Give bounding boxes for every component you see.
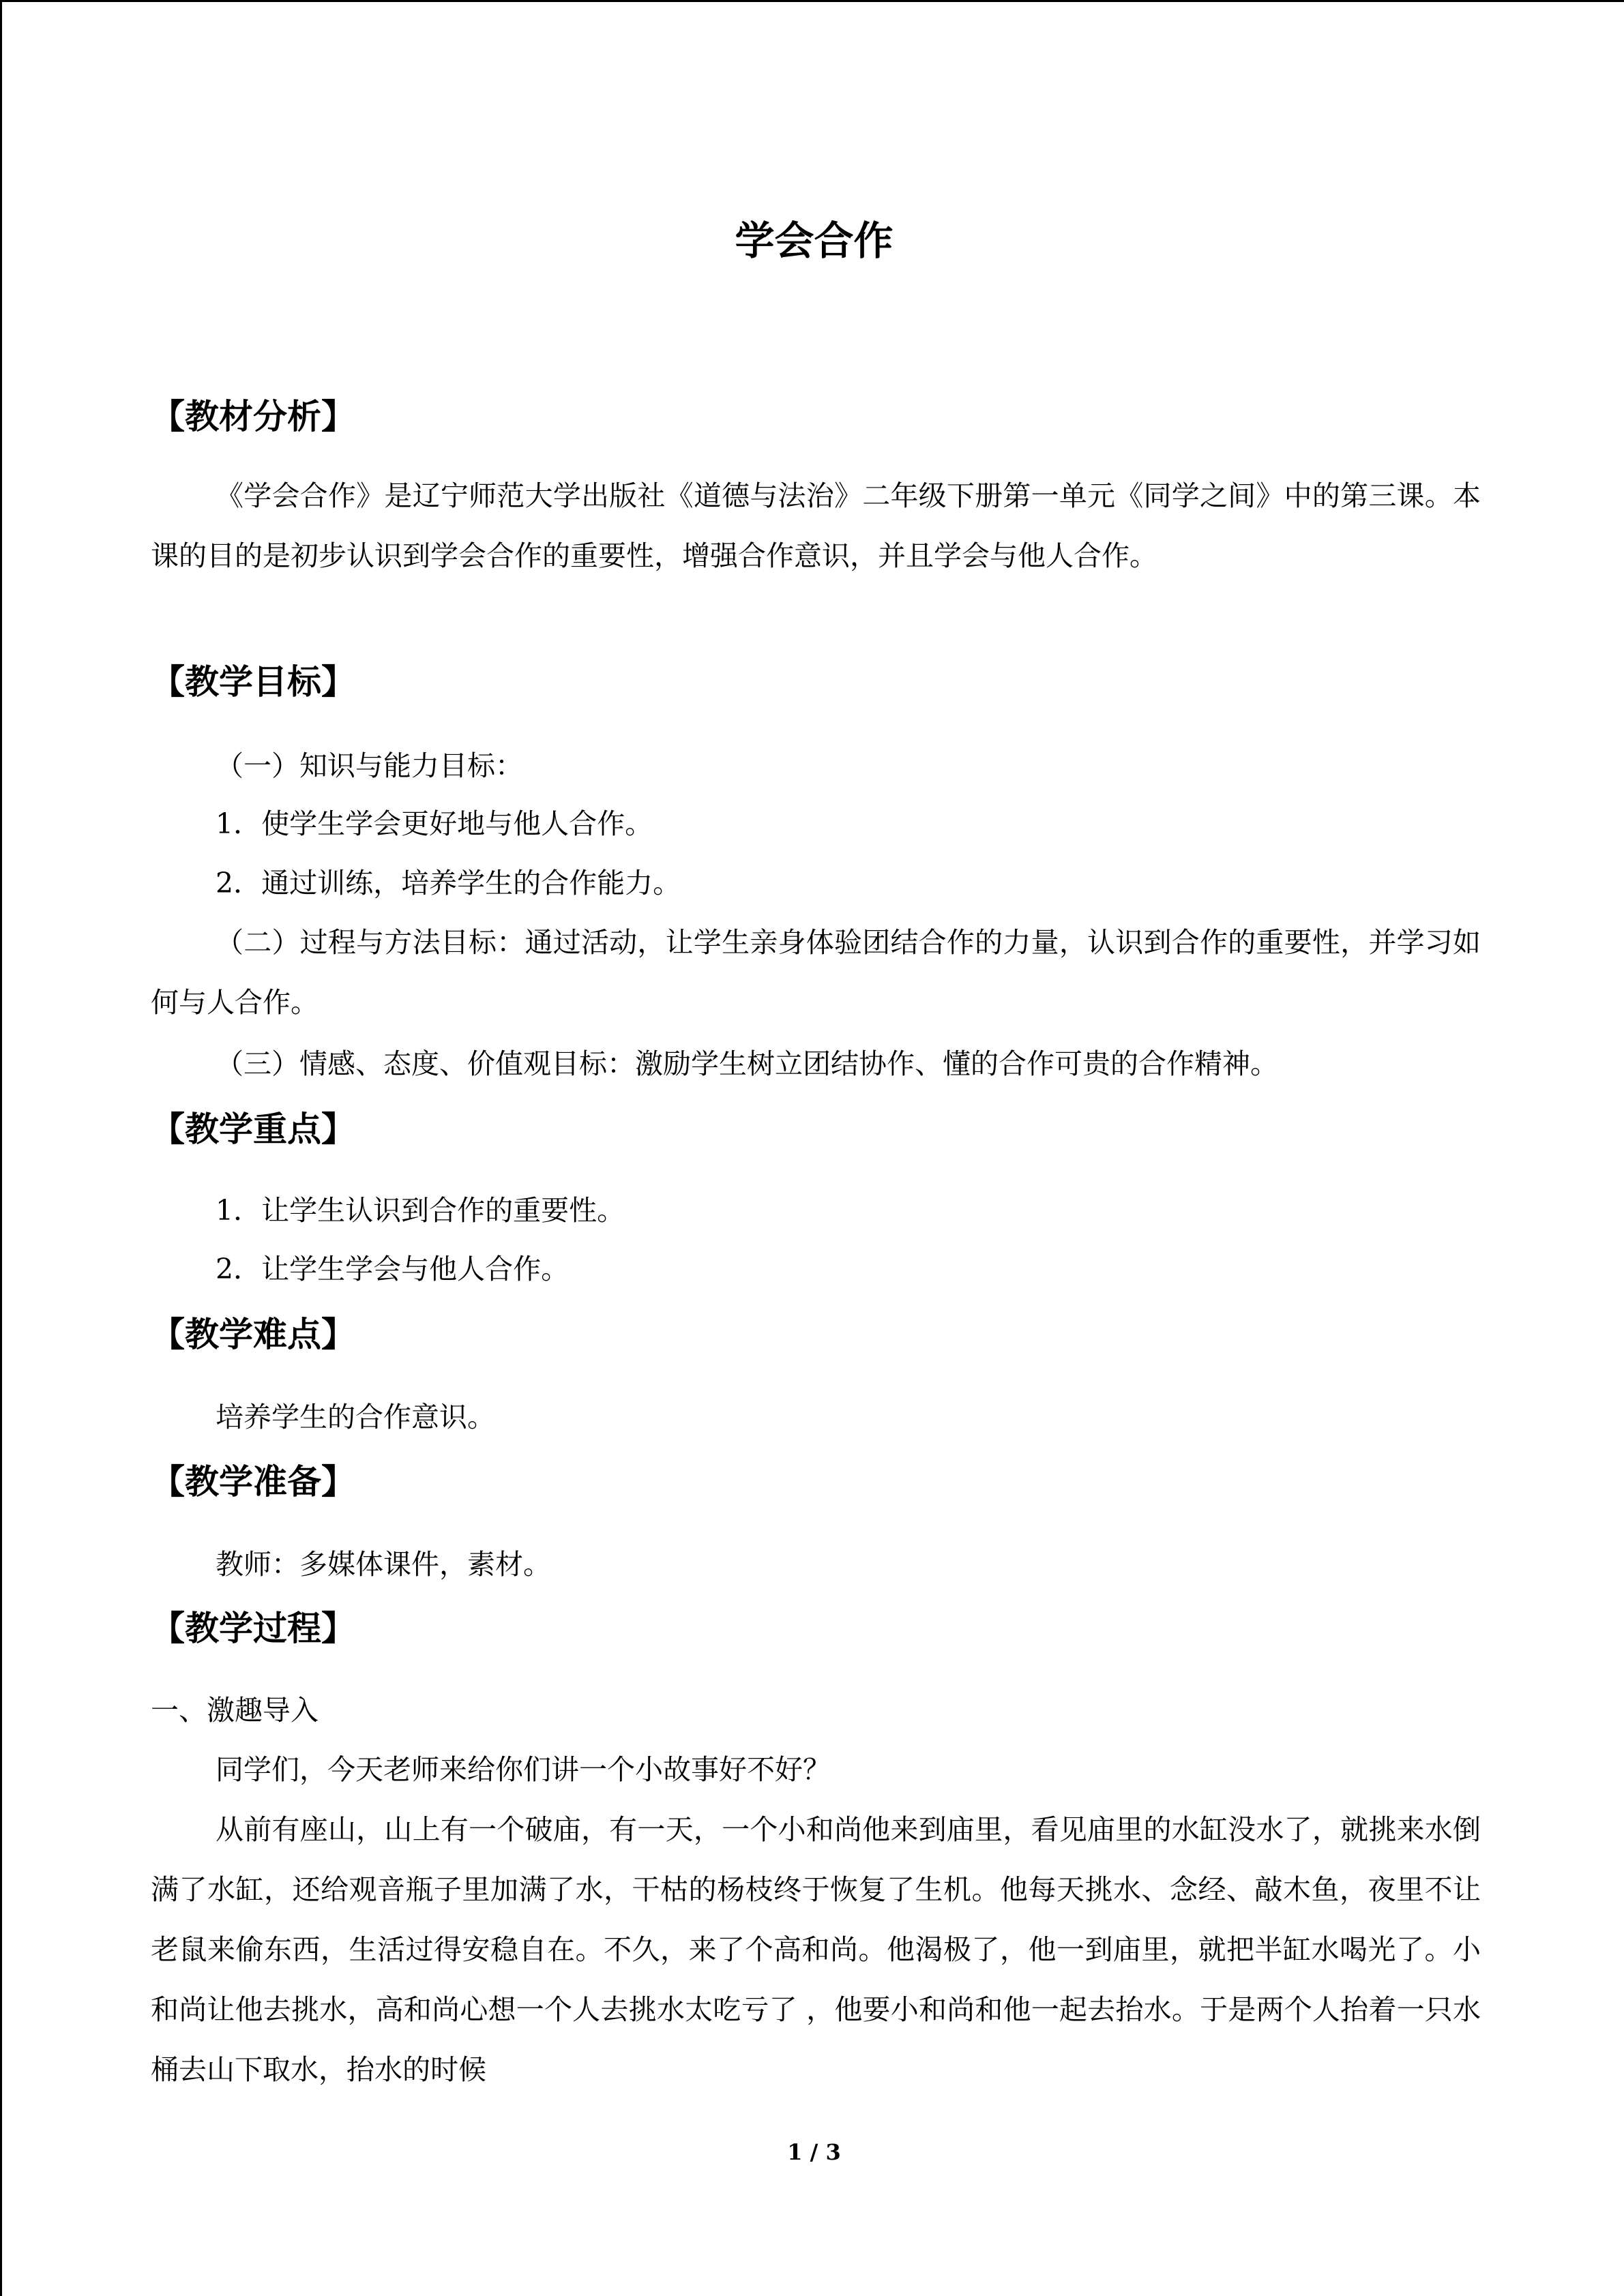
objective-1-point-2: 2．通过训练，培养学生的合作能力。 (216, 867, 681, 899)
preparation-text: 教师：多媒体课件，素材。 (216, 1548, 551, 1581)
page-title: 学会合作 (735, 218, 894, 264)
heading-objectives: 【教学目标】 (151, 662, 355, 702)
analysis-paragraph: 《学会合作》是辽宁师范大学出版社《道德与法治》二年级下册第一单元《同学之间》中的第三课。本课的目的是初步认识到学会合作的重要性，增强合作意识，并且学会与他人合作。 (151, 479, 1481, 572)
process-step-1-line-1: 同学们，今天老师来给你们讲一个小故事好不好？ (216, 1753, 831, 1786)
objective-2: （二）过程与方法目标：通过活动，让学生亲身体验团结合作的力量，认识到合作的重要性，并学习如何与人合作。 (151, 926, 1481, 1019)
difficulties-text: 培养学生的合作意识。 (216, 1401, 495, 1433)
process-step-1-title: 一、激趣导入 (151, 1694, 319, 1727)
heading-preparation: 【教学准备】 (151, 1462, 355, 1502)
objective-3: （三）情感、态度、价值观目标：激励学生树立团结协作、懂的合作可贵的合作精神。 (216, 1047, 1278, 1080)
heading-key-points: 【教学重点】 (151, 1109, 355, 1149)
heading-analysis: 【教材分析】 (151, 397, 355, 436)
page-number: 1 / 3 (787, 2139, 841, 2165)
key-point-2: 2．让学生学会与他人合作。 (216, 1253, 570, 1285)
heading-difficulties: 【教学难点】 (151, 1315, 355, 1354)
objective-1-intro: （一）知识与能力目标： (216, 749, 523, 782)
heading-process: 【教学过程】 (151, 1609, 355, 1648)
key-point-1: 1．让学生认识到合作的重要性。 (216, 1194, 625, 1227)
process-step-1-story: 从前有座山，山上有一个破庙，有一天，一个小和尚他来到庙里，看见庙里的水缸没水了，就挑来水倒满了水缸，还给观音瓶子里加满了水，干枯的杨枝终于恢复了生机。他每天挑水、念经、敲木鱼，夜里不让老鼠来偷东西，生活过得安稳自在。不久，来了个高和尚。他渴极了，他一到庙里，就把半缸水喝光了。小和尚让他去挑水，高和尚心想一个人去挑水太吃亏了 ，他要小和尚和他一起去抬水。于是两个人抬着一只水桶去山下取水，抬水的时候 (151, 1813, 1481, 2086)
objective-1-point-1: 1．使学生学会更好地与他人合作。 (216, 807, 653, 840)
